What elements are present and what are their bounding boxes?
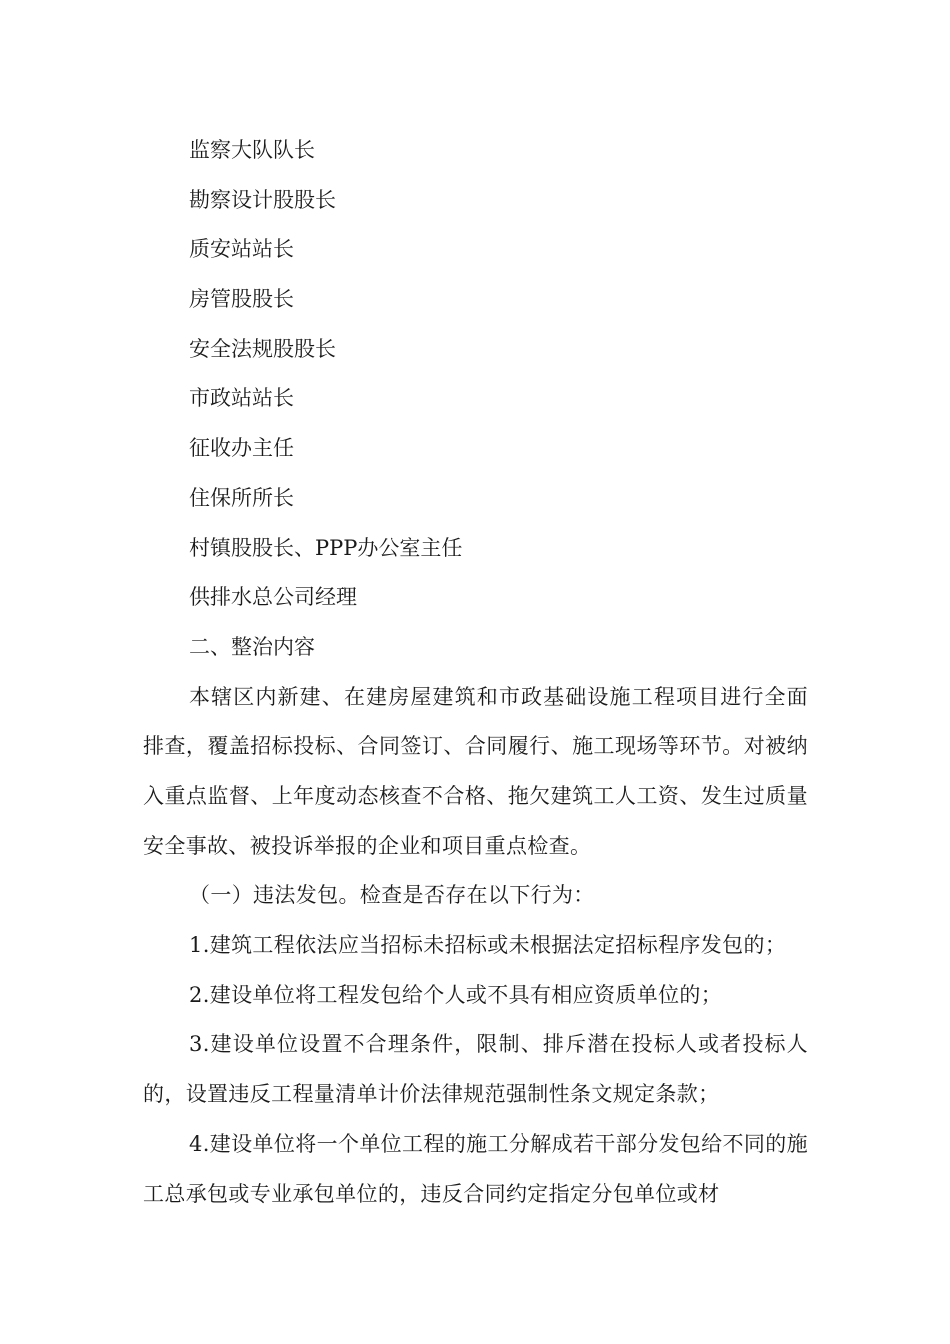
paragraph: 1.建筑工程依法应当招标未招标或未根据法定招标程序发包的； [189, 933, 787, 958]
list-item: 房管股股长 [189, 287, 294, 312]
paragraph: 本辖区内新建、在建房屋建筑和市政基础设施工程项目进行全面排查，覆盖招标投标、合同签订、合同履行、施工现场等环节。对被纳入重点监督、上年度动态核查不合格、拖欠建筑工人工资、发生过质量安全事故、被投诉举报的企业和项目重点检查。 [143, 684, 808, 858]
paragraph: 3.建设单位设置不合理条件，限制、排斥潜在投标人或者投标人的，设置违反工程量清单计价法律规范强制性条文规定条款； [143, 1032, 808, 1107]
list-item: 供排水总公司经理 [189, 585, 357, 610]
section-heading: 二、整治内容 [189, 634, 315, 659]
list-item: 安全法规股股长 [189, 336, 336, 361]
list-item: 征收办主任 [189, 436, 294, 461]
list-item: 勘察设计股股长 [189, 187, 336, 212]
paragraph: 4.建设单位将一个单位工程的施工分解成若干部分发包给不同的施工总承包或专业承包单位的，违反合同约定指定分包单位或材 [143, 1131, 808, 1206]
list-item: 质安站站长 [189, 237, 294, 262]
list-item: 住保所所长 [189, 485, 294, 510]
list-item: 监察大队队长 [189, 138, 315, 162]
subsection-heading: （一）违法发包。检查是否存在以下行为： [189, 883, 595, 908]
list-item: 市政站站长 [189, 386, 294, 411]
paragraph: 2.建设单位将工程发包给个人或不具有相应资质单位的； [189, 982, 723, 1007]
document-body [143, 126, 808, 1219]
list-item: 村镇股股长、PPP办公室主任 [189, 535, 463, 560]
